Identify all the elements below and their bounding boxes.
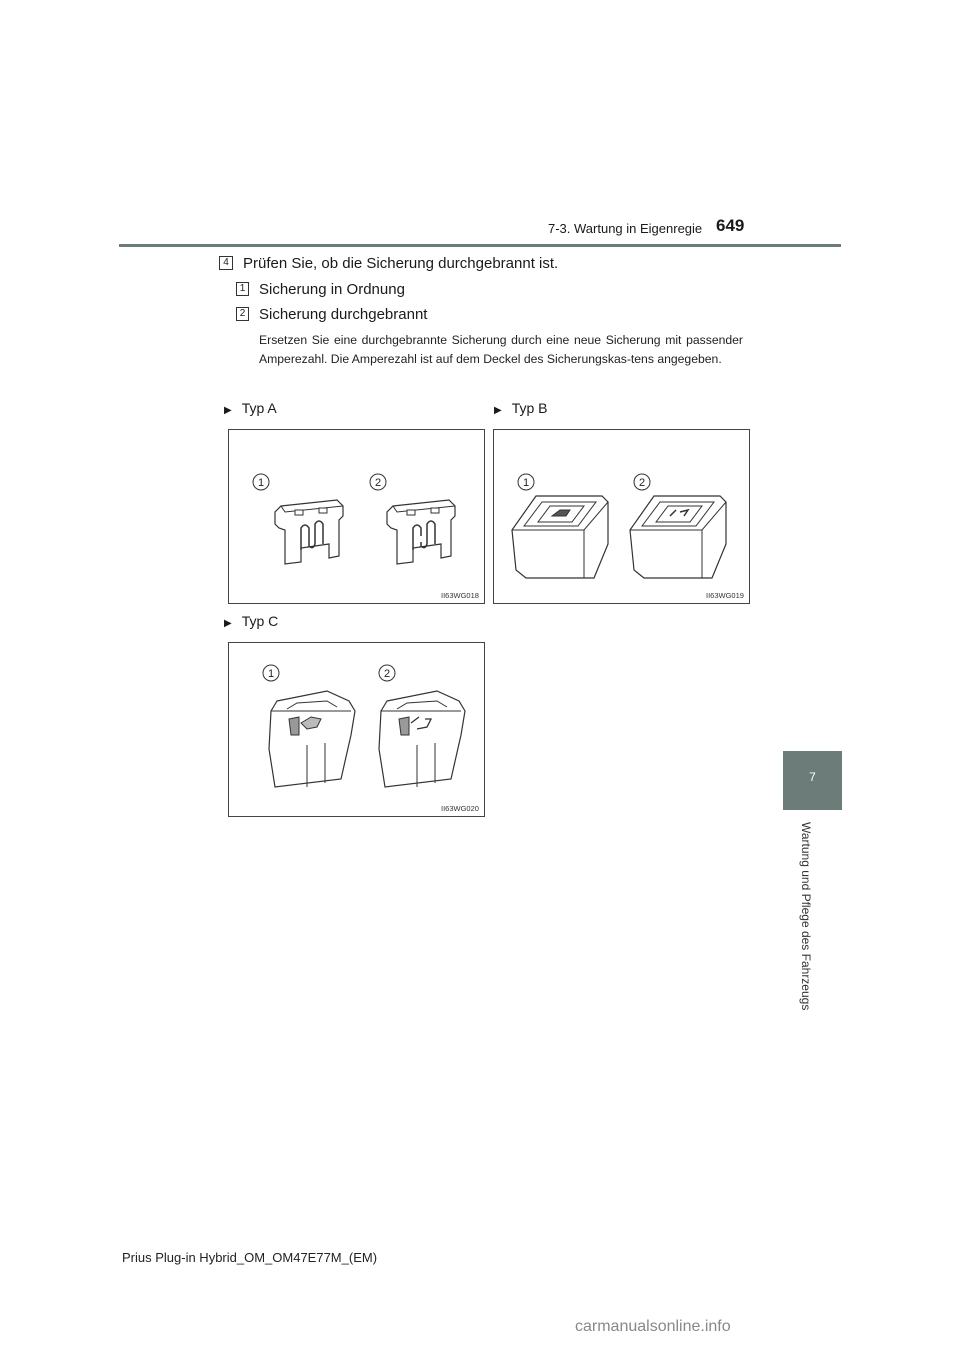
chapter-title: Wartung und Pflege des Fahrzeugs [799,822,813,1011]
legend-text-2: Sicherung durchgebrannt [259,306,428,323]
bullet-icon: ▶ [224,405,232,416]
legend-badge-1: 1 [236,282,249,296]
callout-2: 2 [638,477,646,489]
watermark: carmanualsonline.info [575,1318,731,1335]
figure-code: II63WG019 [706,591,744,600]
header-rule [119,244,841,247]
bullet-icon: ▶ [494,405,502,416]
fuse-b-blown [630,496,726,578]
fuse-type-b-illustration [494,430,749,603]
legend-badge-2: 2 [236,307,249,321]
figure-code: II63WG020 [441,804,479,813]
type-b-label: ▶ Typ B [494,400,548,416]
page-number: 649 [716,216,745,235]
figure-type-a [228,429,485,604]
callout-2: 2 [383,668,391,680]
fuse-a-blown [387,500,455,564]
instruction-paragraph: Ersetzen Sie eine durchgebrannte Sicherung durch eine neue Sicherung mit passender Amperezahl. Die Amperezahl ist auf dem Deckel des Sicherungskas-tens angegeben. [259,333,743,366]
chapter-number: 7 [809,770,816,784]
fuse-type-c-illustration [229,643,484,816]
callout-1: 1 [522,477,530,489]
callout-2: 2 [374,477,382,489]
bullet-icon: ▶ [224,618,232,629]
figure-type-b [493,429,750,604]
fuse-c-blown [379,691,465,787]
step-badge: 4 [219,256,233,270]
fuse-type-a-illustration [229,430,484,603]
figure-type-c [228,642,485,817]
step-text: Prüfen Sie, ob die Sicherung durchgebrannt ist. [243,255,559,272]
legend-text-1: Sicherung in Ordnung [259,281,405,298]
callout-1: 1 [257,477,265,489]
footer-model: Prius Plug-in Hybrid_OM_OM47E77M_(EM) [122,1250,378,1265]
fuse-b-intact [512,496,608,578]
section-title: 7-3. Wartung in Eigenregie [548,221,703,236]
type-c-label: ▶ Typ C [224,613,279,629]
fuse-a-intact [275,500,343,564]
callout-1: 1 [267,668,275,680]
fuse-c-intact [269,691,355,787]
type-a-label: ▶ Typ A [224,400,277,416]
figure-code: II63WG018 [441,591,479,600]
